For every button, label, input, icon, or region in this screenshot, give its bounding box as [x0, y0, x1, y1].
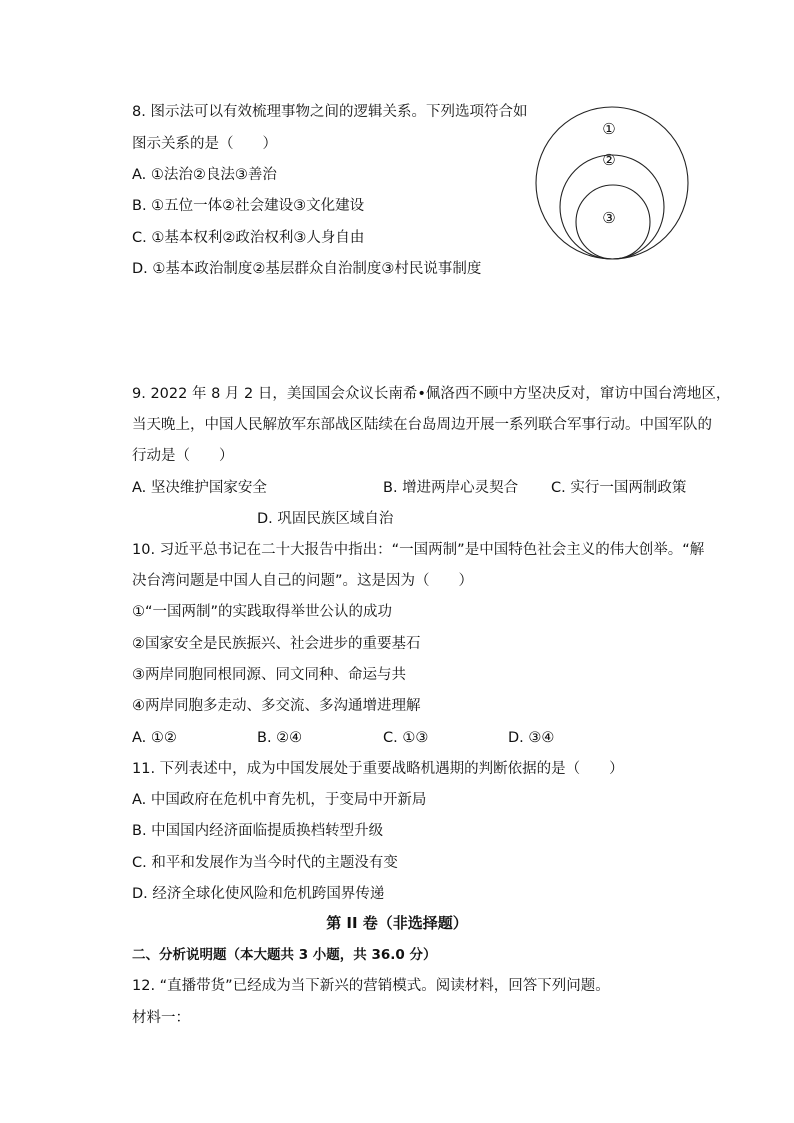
q10-option-b: B. ②④ — [257, 730, 303, 746]
q8-option-c: C. ①基本权利②政治权利③人身自由 — [132, 230, 365, 246]
q9-stem-line2: 当天晚上，中国人民解放军东部战区陆续在台岛周边开展一系列联合军事行动。中国军队的 — [132, 417, 712, 433]
q9-option-a: A. 坚决维护国家安全 — [132, 480, 267, 496]
q10-stem-line2: 决台湾问题是中国人自己的问题”。这是因为（ ） — [132, 573, 474, 589]
middle-circle — [560, 155, 664, 259]
q9-stem-line3: 行动是（ ） — [132, 448, 234, 464]
nested-circles-diagram — [534, 104, 690, 262]
label-inner: ③ — [602, 209, 616, 227]
q12-stem: 12. “直播带货”已经成为当下新兴的营销模式。阅读材料，回答下列问题。 — [132, 978, 610, 994]
q8-stem-line2: 图示关系的是（ ） — [132, 136, 277, 152]
q8-option-a: A. ①法治②良法③善治 — [132, 167, 277, 183]
label-middle: ② — [602, 151, 616, 169]
q9-stem-line1: 9. 2022 年 8 月 2 日，美国国会众议长南希•佩洛西不顾中方坚决反对，窜访中国台湾地区， — [132, 386, 731, 402]
q11-option-a: A. 中国政府在危机中育先机，于变局中开新局 — [132, 792, 427, 808]
q10-item-4: ④两岸同胞多走动、多交流、多沟通增进理解 — [132, 698, 421, 714]
q9-option-d: D. 巩固民族区域自治 — [257, 511, 394, 527]
q10-item-3: ③两岸同胞同根同源、同文同种、命运与共 — [132, 667, 406, 683]
q10-option-d: D. ③④ — [508, 730, 555, 746]
q9-option-c: C. 实行一国两制政策 — [551, 480, 687, 496]
section-title: 第 II 卷（非选择题） — [326, 914, 468, 932]
q11-option-d: D. 经济全球化使风险和危机跨国界传递 — [132, 886, 385, 902]
q10-item-1: ①“一国两制”的实践取得举世公认的成功 — [132, 604, 393, 620]
q12-material-label: 材料一： — [132, 1010, 190, 1026]
q8-stem-line1: 8. 图示法可以有效梳理事物之间的逻辑关系。下列选项符合如 — [132, 104, 528, 120]
q10-stem-line1: 10. 习近平总书记在二十大报告中指出：“一国两制”是中国特色社会主义的伟大创举。“解 — [132, 542, 705, 558]
label-outer: ① — [602, 120, 616, 138]
q8-option-d: D. ①基本政治制度②基层群众自治制度③村民说事制度 — [132, 261, 482, 277]
q10-option-c: C. ①③ — [383, 730, 429, 746]
q10-item-2: ②国家安全是民族振兴、社会进步的重要基石 — [132, 636, 421, 652]
q11-stem: 11. 下列表述中，成为中国发展处于重要战略机遇期的判断依据的是（ ） — [132, 761, 624, 777]
q11-option-b: B. 中国国内经济面临提质换档转型升级 — [132, 823, 384, 839]
q10-option-a: A. ①② — [132, 730, 177, 746]
q8-option-b: B. ①五位一体②社会建设③文化建设 — [132, 198, 365, 214]
q9-option-b: B. 增进两岸心灵契合 — [383, 480, 519, 496]
q11-option-c: C. 和平和发展作为当今时代的主题没有变 — [132, 855, 398, 871]
part-heading: 二、分析说明题（本大题共 3 小题，共 36.0 分） — [132, 947, 437, 963]
